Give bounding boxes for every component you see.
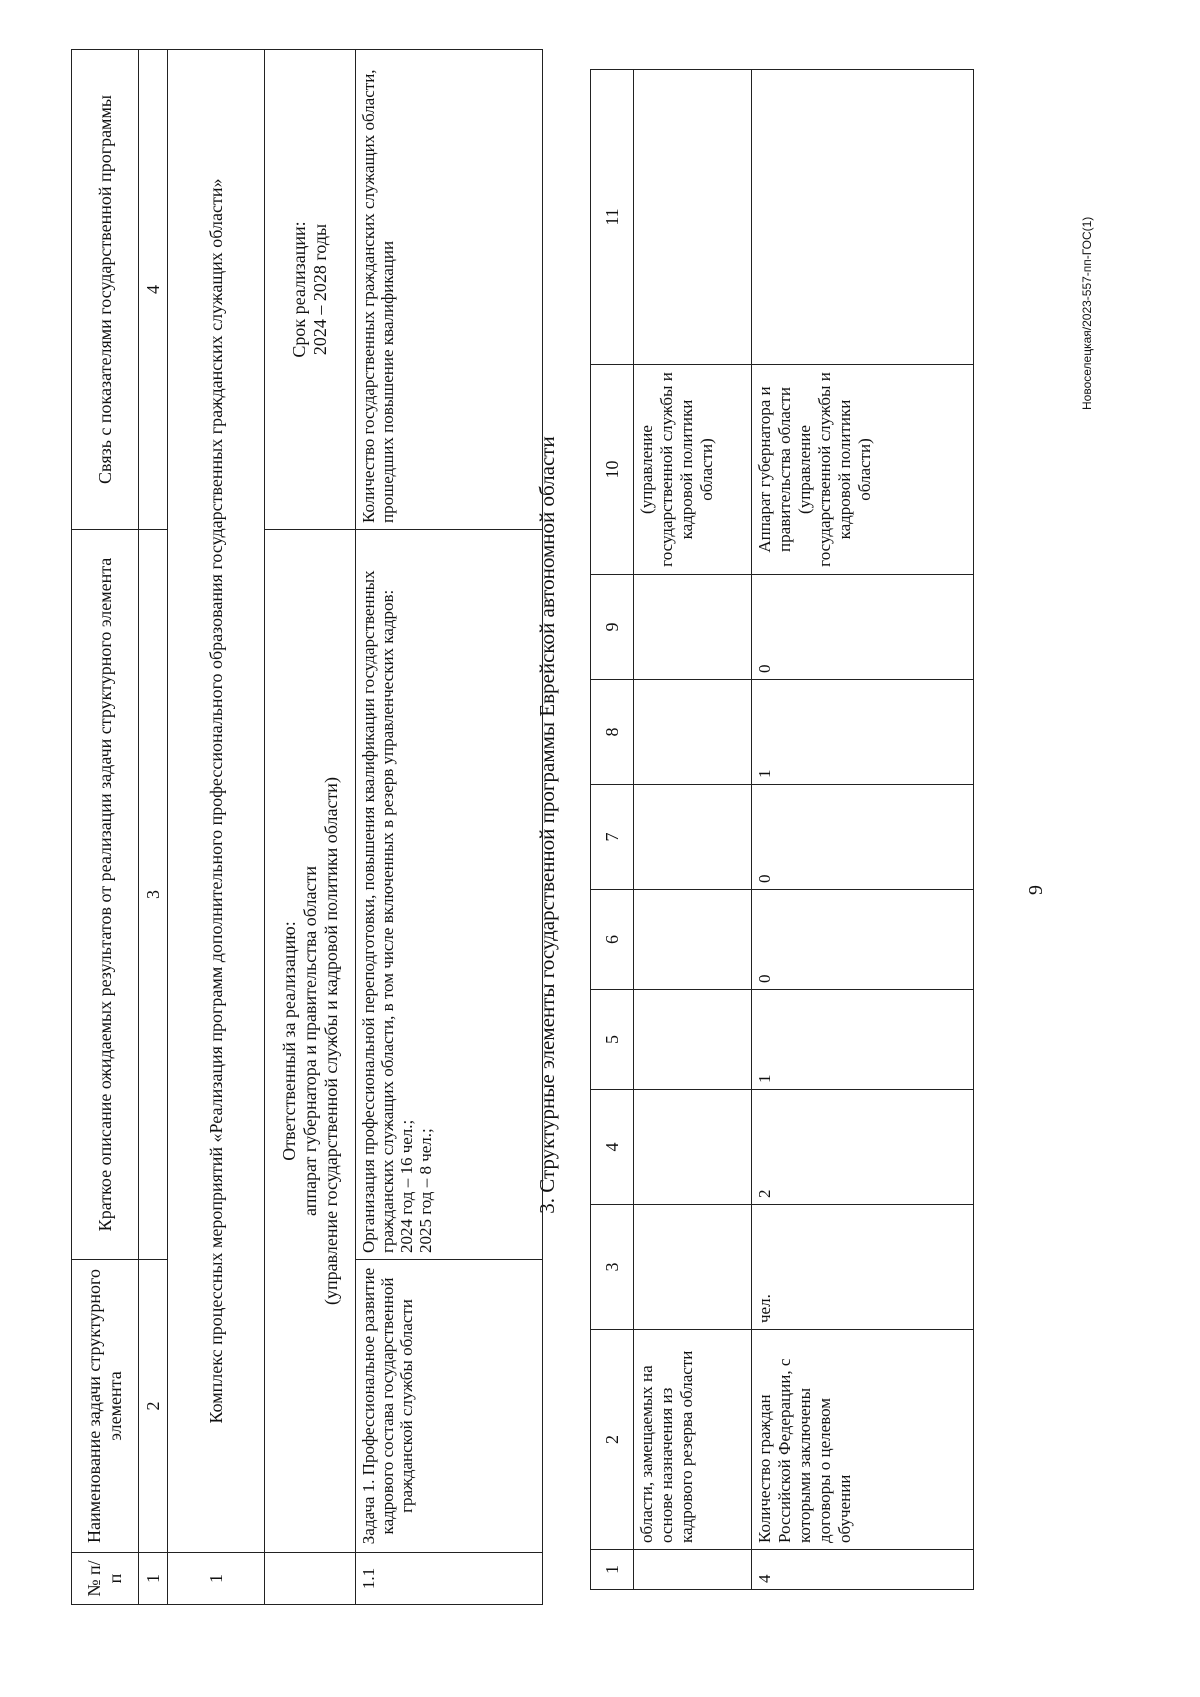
footer-code: Новоселецкая/2023-557-пп-ГОС(1)	[1080, 216, 1094, 410]
task-name: Задача 1. Профессиональное развитие кадрового состава государственной гражданской службы области	[356, 1260, 543, 1553]
col-header: 4	[591, 1090, 634, 1205]
indicator-table	[590, 69, 974, 1590]
cell: 1	[752, 680, 974, 785]
cell	[634, 70, 752, 365]
col-header: 11	[591, 70, 634, 365]
term-value: 2024 – 2028 годы	[310, 223, 330, 356]
section-title: 3. Структурные элементы государственной программы Еврейской автономной области	[535, 436, 559, 1214]
complex-number: 1	[168, 1553, 265, 1605]
col-header-task-name: Наименование задачи структурного элемента	[72, 1260, 139, 1553]
cell	[634, 1205, 752, 1330]
cell: 0	[752, 785, 974, 890]
complex-title: Комплекс процессных мероприятий «Реализация программ дополнительного профессионального образования государственных гражданских служащих области»	[168, 50, 265, 1553]
term-cell	[265, 50, 356, 530]
col-header: 2	[591, 1330, 634, 1550]
task-description	[356, 530, 543, 1260]
col-number: 2	[139, 1260, 168, 1553]
col-header: 6	[591, 890, 634, 990]
responsible-row	[265, 50, 356, 1605]
term-label: Срок реализации:	[289, 221, 309, 358]
cell	[752, 70, 974, 365]
cell	[634, 680, 752, 785]
col-header-description: Краткое описание ожидаемых результатов от реализации задачи структурного элемента	[72, 530, 139, 1260]
task-description-main: Организация профессиональной переподготовки, повышения квалификации государственных гражданских служащих области, в том числе включенных в резерв управленческих кадров:	[359, 570, 397, 1253]
cell: чел.	[752, 1205, 974, 1330]
task-description-2025: 2025 год – 8 чел.;	[416, 1128, 435, 1253]
cell: области, замещаемых на основе назначения из кадрового резерва области	[634, 1330, 752, 1550]
complex-row	[168, 50, 265, 1605]
col-header: 3	[591, 1205, 634, 1330]
task-row	[356, 50, 543, 1605]
col-header: 8	[591, 680, 634, 785]
col-number: 3	[139, 530, 168, 1260]
cell: Количество граждан Российской Федерации, с которыми заключены договоры о целевом обучении	[752, 1330, 974, 1550]
cell	[634, 1550, 752, 1590]
col-number: 4	[139, 50, 168, 530]
task-link: Количество государственных гражданских служащих области, прошедших повышение квалификации	[356, 50, 543, 530]
col-header: 9	[591, 575, 634, 680]
indicator-header-row	[591, 70, 634, 1590]
responsible-line1: аппарат губернатора и правительства области	[299, 866, 320, 1216]
responsible-cell	[265, 530, 356, 1553]
cell	[634, 990, 752, 1090]
table-row	[752, 70, 974, 1590]
task-description-2024: 2024 год – 16 чел.;	[397, 1119, 416, 1253]
cell: 4	[752, 1550, 974, 1590]
table-row	[634, 70, 752, 1590]
col-header: 5	[591, 990, 634, 1090]
cell	[634, 785, 752, 890]
cell	[634, 1090, 752, 1205]
cell: 2	[752, 1090, 974, 1205]
cell: (управление государственной службы и кадровой политики области)	[634, 365, 752, 575]
cell: 1	[752, 990, 974, 1090]
col-header: 7	[591, 785, 634, 890]
col-header: 1	[591, 1550, 634, 1590]
cell: 0	[752, 575, 974, 680]
responsible-label: Ответственный за реализацию:	[278, 921, 299, 1161]
col-header: 10	[591, 365, 634, 575]
cell	[265, 1553, 356, 1605]
responsible-line2: (управление государственной службы и кадровой политики области)	[320, 777, 341, 1305]
col-header-link: Связь с показателями государственной программы	[72, 50, 139, 530]
structural-elements-table	[71, 49, 543, 1605]
cell	[634, 890, 752, 990]
cell: 0	[752, 890, 974, 990]
task-number: 1.1	[356, 1553, 543, 1605]
structural-header-row	[72, 50, 139, 1605]
cell: Аппарат губернатора и правительства области (управление государственной службы и кадровой политики области)	[752, 365, 974, 575]
column-number-row	[139, 50, 168, 1605]
cell	[634, 575, 752, 680]
col-number: 1	[139, 1553, 168, 1605]
page-number: 9	[1025, 885, 1047, 895]
col-header-no: № п/п	[72, 1553, 139, 1605]
rotated-page	[25, 50, 1115, 1650]
